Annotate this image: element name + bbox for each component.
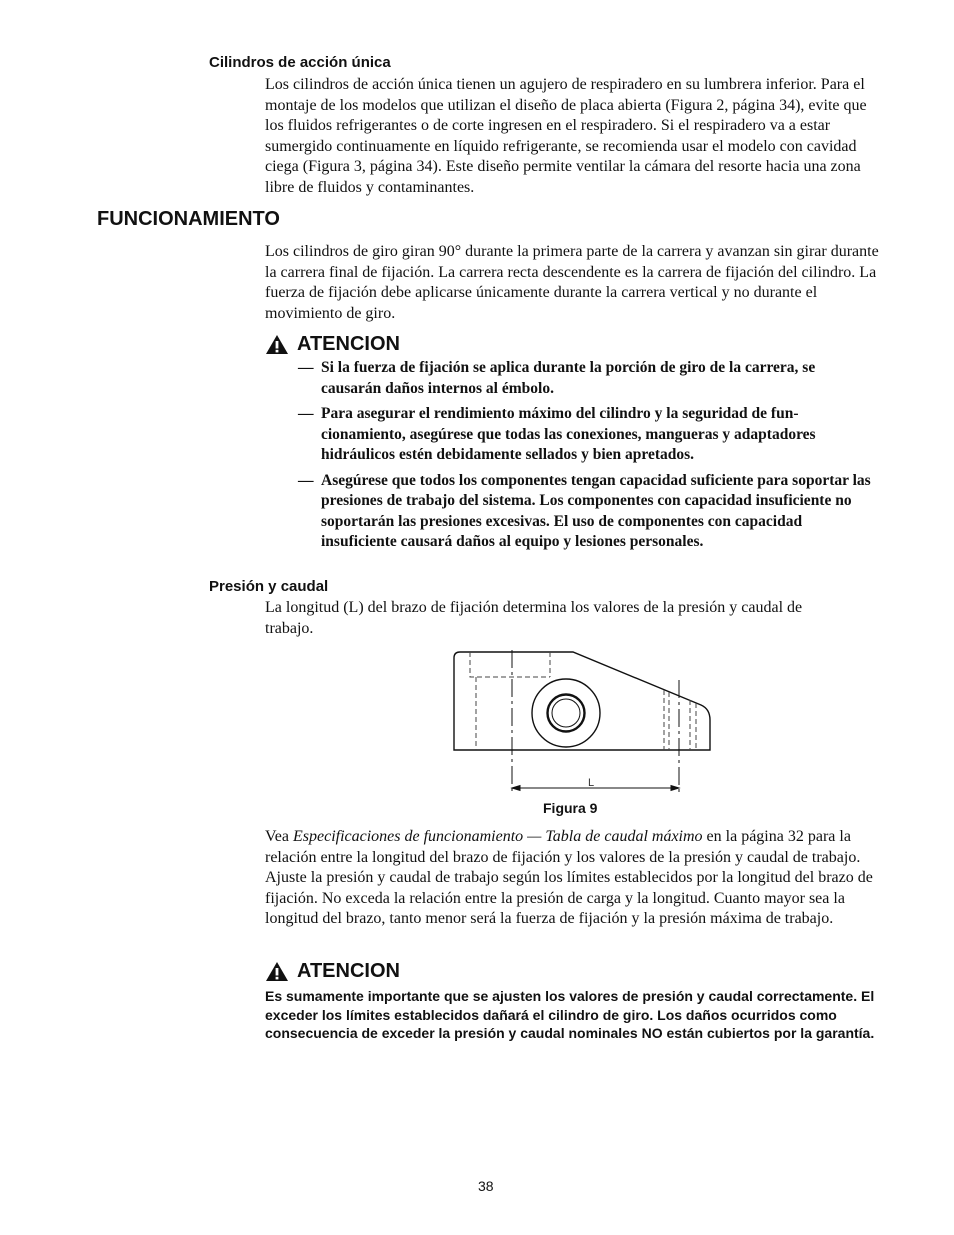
warning-title-2 <box>265 960 400 983</box>
bore-core <box>552 699 580 727</box>
heading-cilindros-accion-unica: Cilindros de acción única <box>209 54 391 71</box>
clamp-arm-figure <box>440 640 730 805</box>
figure-caption: Figura 9 <box>543 800 598 816</box>
paragraph-presion-caudal: La longitud (L) del brazo de fijación determina los valores de la presión y caudal de trabajo. <box>265 599 803 637</box>
warning-triangle-icon <box>265 961 289 982</box>
heading-funcionamiento: FUNCIONAMIENTO <box>97 208 280 230</box>
warning-title-1 <box>265 333 400 356</box>
paragraph-accion-unica: Los cilindros de acción única tienen un agujero de respiradero en su lumbrera inferior. Para el montaje de los modelos que utilizan el diseño de placa abierta (Figura 2, página 34), evite que los fluidos refrigerantes o de corte ingresen en el respiradero. Si el respiradero va a estar sumergido continuamente en líquido refrigerante, se recomienda usar el modelo con cavidad ciega (Figura 3, página 34). Este diseño permite ventilar la cámara del resorte hacia una zona libre de fluidos y contaminantes. <box>265 76 867 196</box>
dimension-arrow-left <box>512 786 520 791</box>
warning-item-text: Asegúrese que todos los componentes tengan capacidad suficiente para soportar las presiones de trabajo del sistema. Los componentes con capacidad insuficiente no soportarán las presiones excesivas. El uso de componentes con capacidad insuficiente causará daños al equipo y lesiones personales. <box>321 471 871 550</box>
vea-prefix: Vea <box>265 828 293 845</box>
warning-item <box>298 358 878 399</box>
bullet-dash: — <box>298 471 314 489</box>
bore-outer <box>532 679 600 747</box>
warning-list-1 <box>298 358 878 558</box>
bore-inner <box>548 695 585 732</box>
warning-title-text-1: ATENCION <box>297 333 400 355</box>
warning-triangle-icon <box>265 334 289 355</box>
arm-outline <box>454 652 710 750</box>
heading-presion-caudal: Presión y caudal <box>209 578 329 595</box>
warning-item-text: Para asegurar el rendimiento máximo del cilindro y la seguridad de funcionamiento, asegúrese que todas las conexiones, mangueras y adaptadores hidráulicos estén debidamente sellados y bien apretados. <box>321 405 816 463</box>
warning-item-text: Si la fuerza de fijación se aplica durante la porción de giro de la carrera, se causarán daños internos al émbolo. <box>321 359 816 397</box>
vea-suffix: en la página 32 para la relación entre la longitud del brazo de fijación y los valores de la presión y caudal de trabajo. Ajuste la presión y caudal de trabajo según los límites establecidos por la longitud del brazo de fijación. No exceda la relación entre la presión de carga y la longitud. Cuanto mayor sea la longitud del brazo, tanto menor será la fuerza de fijación y la presión máxima de trabajo. <box>265 828 873 928</box>
warning-item <box>298 404 878 466</box>
paragraph-funcionamiento: Los cilindros de giro giran 90° durante la primera parte de la carrera y avanzan sin girar durante la carrera final de fijación. La carrera recta descendente es la carrera de fijación del cilindro. La fuerza de fijación debe aplicarse únicamente durante la carrera vertical y no durante el movimiento de giro. <box>265 243 879 322</box>
spec-reference-italic: Especificaciones de funcionamiento — Tabla de caudal máximo <box>292 828 703 845</box>
warning-item <box>298 471 878 553</box>
paragraph-vea-especificaciones <box>265 827 883 930</box>
page-number: 38 <box>478 1178 494 1194</box>
warning-title-text-2: ATENCION <box>297 960 400 982</box>
hidden-line-top <box>470 652 550 677</box>
bullet-dash: — <box>298 405 314 422</box>
warning-text-2: Es sumamente importante que se ajusten los valores de presión y caudal correctamente. El exceder los límites establecidos dañará el cilindro de giro. Los daños ocurridos como consecuencia de exceder la presión y caudal nominales NO están cubiertos por la garantía. <box>265 988 875 1041</box>
bullet-dash: — <box>298 359 314 376</box>
dimension-label-l: L <box>588 777 595 789</box>
dimension-arrow-right <box>671 786 679 791</box>
